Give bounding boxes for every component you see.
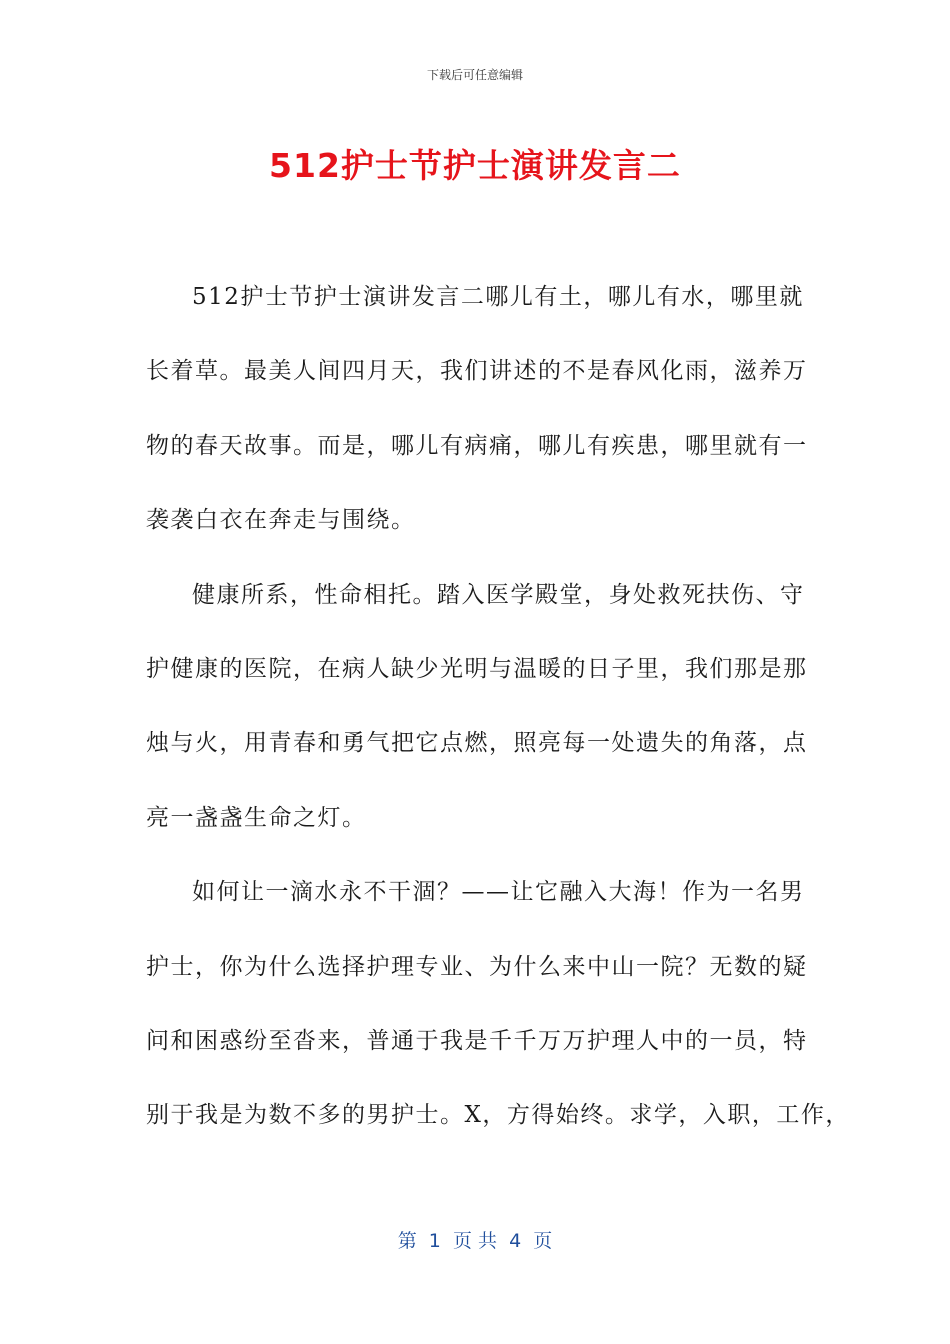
document-body bbox=[146, 272, 850, 1165]
body-line: 袭袭白衣在奔走与围绕。 bbox=[146, 507, 416, 534]
body-line: 烛与火，用青春和勇气把它点燃，照亮每一处遗失的角落，点 bbox=[146, 730, 808, 757]
body-line: 健康所系，性命相托。踏入医学殿堂，身处救死扶伤、守 bbox=[192, 581, 805, 608]
body-line: 长着草。最美人间四月天，我们讲述的不是春风化雨，滋养万 bbox=[146, 358, 808, 385]
page-number-footer: 第 1 页 共 4 页 bbox=[397, 1230, 553, 1252]
body-line: 亮一盏盏生命之灯。 bbox=[146, 804, 367, 831]
page-header-note: 下载后可任意编辑 bbox=[426, 68, 523, 82]
body-line: 512护士节护士演讲发言二哪儿有土，哪儿有水，哪里就 bbox=[192, 284, 804, 310]
body-line: 别于我是为数不多的男护士。X，方得始终。求学，入职，工作， bbox=[146, 1102, 850, 1129]
body-line: 问和困惑纷至沓来，普通于我是千千万万护理人中的一员，特 bbox=[146, 1027, 808, 1054]
body-line: 物的春天故事。而是，哪儿有病痛，哪儿有疾患，哪里就有一 bbox=[146, 432, 808, 459]
body-line: 如何让一滴水永不干涸？——让它融入大海！作为一名男 bbox=[192, 879, 805, 906]
body-line: 护健康的医院，在病人缺少光明与温暖的日子里，我们那是那 bbox=[146, 655, 808, 682]
body-line: 护士，你为什么选择护理专业、为什么来中山一院？无数的疑 bbox=[146, 953, 808, 980]
document-title: 512护士节护士演讲发言二 bbox=[269, 146, 681, 185]
